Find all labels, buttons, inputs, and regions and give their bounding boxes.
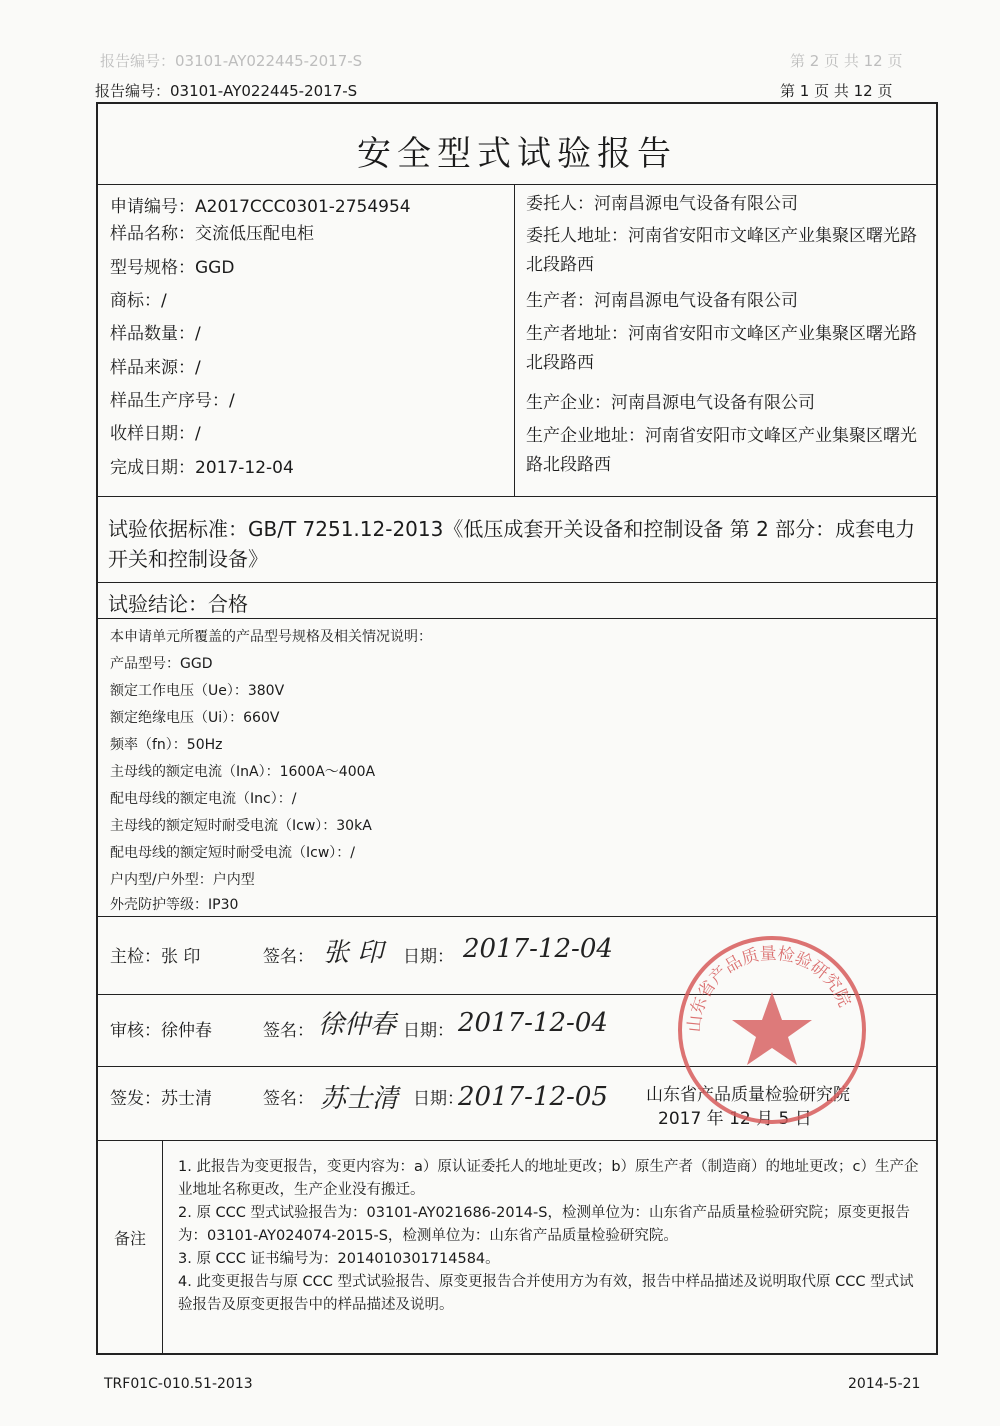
note-4: 4. 此变更报告与原 CCC 型式试验报告、原变更报告合并使用方为有效，报告中样品描述及说明取代原 CCC 型式试验报告及原变更报告中的样品描述及说明。 <box>178 1274 914 1313</box>
spec-main-bus-current: 主母线的额定电流（InA）：1600A～400A <box>110 764 376 780</box>
application-number: 申请编号：A2017CCC0301-2754954 <box>110 197 411 217</box>
column-divider <box>514 184 515 496</box>
form-date: 2014-5-21 <box>848 1376 921 1392</box>
spec-frequency: 频率（fn）：50Hz <box>110 737 223 753</box>
report-sheet <box>96 102 938 1355</box>
divider <box>98 916 936 917</box>
approver-date-label: 日期： <box>413 1089 464 1109</box>
spec-ip-rating: 外壳防护等级：IP30 <box>110 897 239 913</box>
report-number: 报告编号：03101-AY022445-2017-S <box>95 82 358 100</box>
ghost-report-number: 报告编号：03101-AY022445-2017-S <box>100 52 363 70</box>
inspector-role: 主检：张 印 <box>110 947 201 967</box>
reviewer-sign-label: 签名： <box>263 1021 314 1041</box>
reviewer-signature: 徐仲春 <box>318 1010 397 1040</box>
completion-date: 完成日期：2017-12-04 <box>110 458 294 478</box>
inspector-date-label: 日期： <box>403 947 454 967</box>
spec-intro: 本申请单元所覆盖的产品型号规格及相关情况说明： <box>110 629 432 645</box>
reviewer-date: 2017-12-04 <box>458 1008 608 1038</box>
model-spec: 型号规格：GGD <box>110 258 235 278</box>
report-title: 安全型式试验报告 <box>357 134 677 174</box>
client-address: 委托人地址：河南省安阳市文峰区产业集聚区曙光路北段路西 <box>526 226 917 275</box>
institute-name: 山东省产品质量检验研究院 <box>646 1085 850 1105</box>
trademark: 商标：/ <box>110 291 167 311</box>
reviewer-role: 审核：徐仲春 <box>110 1021 212 1041</box>
form-number: TRF01C-010.51-2013 <box>104 1376 253 1392</box>
client: 委托人：河南昌源电气设备有限公司 <box>526 194 798 214</box>
spec-dist-bus-current: 配电母线的额定电流（Inc）：/ <box>110 791 297 807</box>
page-info: 第 1 页 共 12 页 <box>780 82 893 100</box>
factory-address: 生产企业地址：河南省安阳市文峰区产业集聚区曙光路北段路西 <box>526 426 917 475</box>
divider <box>98 184 936 185</box>
test-conclusion: 试验结论：合格 <box>108 592 248 616</box>
approver-signature: 苏士清 <box>320 1084 399 1114</box>
sample-source: 样品来源：/ <box>110 358 201 378</box>
producer-address: 生产者地址：河南省安阳市文峰区产业集聚区曙光路北段路西 <box>526 324 917 373</box>
spec-insulation-voltage: 额定绝缘电压（Ui）：660V <box>110 710 280 726</box>
note-2: 2. 原 CCC 型式试验报告为：03101-AY021686-2014-S，检测单位为：山东省产品质量检验研究院；原变更报告为：03101-AY024074-2015-S，检测单位为：山东省产品质量检验研究院。 <box>178 1205 910 1244</box>
approver-sign-label: 签名： <box>263 1089 314 1109</box>
approver-role: 签发：苏士清 <box>110 1089 212 1109</box>
sample-name: 样品名称：交流低压配电柜 <box>110 224 314 244</box>
seal-text: 山东省产品质量检验研究院 <box>684 943 855 1034</box>
spec-model: 产品型号：GGD <box>110 656 213 672</box>
producer: 生产者：河南昌源电气设备有限公司 <box>526 291 798 311</box>
sample-quantity: 样品数量：/ <box>110 324 201 344</box>
note-3: 3. 原 CCC 证书编号为：2014010301714584。 <box>178 1251 500 1267</box>
ghost-page-info: 第 2 页 共 12 页 <box>790 52 903 70</box>
reviewer-date-label: 日期： <box>403 1021 454 1041</box>
divider <box>98 496 936 497</box>
institute-date: 2017 年 12 月 5 日 <box>658 1109 812 1129</box>
divider <box>98 1140 936 1141</box>
spec-indoor-outdoor: 户内型/户外型：户内型 <box>110 872 255 888</box>
sample-serial: 样品生产序号：/ <box>110 391 235 411</box>
spec-dist-bus-icw: 配电母线的额定短时耐受电流（Icw）：/ <box>110 845 355 861</box>
inspector-sign-label: 签名： <box>263 947 314 967</box>
divider <box>98 618 936 619</box>
factory: 生产企业：河南昌源电气设备有限公司 <box>526 393 815 413</box>
inspector-date: 2017-12-04 <box>463 934 613 964</box>
notes-divider <box>162 1140 163 1355</box>
note-1: 1. 此报告为变更报告，变更内容为：a）原认证委托人的地址更改；b）原生产者（制造商）的地址更改；c）生产企业地址名称更改，生产企业没有搬迁。 <box>178 1159 919 1198</box>
spec-rated-voltage: 额定工作电压（Ue）：380V <box>110 683 285 699</box>
test-basis: 试验依据标准：GB/T 7251.12-2013《低压成套开关设备和控制设备 第 2 部分：成套电力开关和控制设备》 <box>108 517 916 571</box>
approver-date: 2017-12-05 <box>458 1082 608 1112</box>
spec-main-bus-icw: 主母线的额定短时耐受电流（Icw）：30kA <box>110 818 372 834</box>
inspector-signature: 张 印 <box>323 938 384 968</box>
divider <box>98 582 936 583</box>
receipt-date: 收样日期：/ <box>110 424 201 444</box>
notes-label: 备注 <box>113 1229 146 1248</box>
official-seal <box>672 930 872 1130</box>
